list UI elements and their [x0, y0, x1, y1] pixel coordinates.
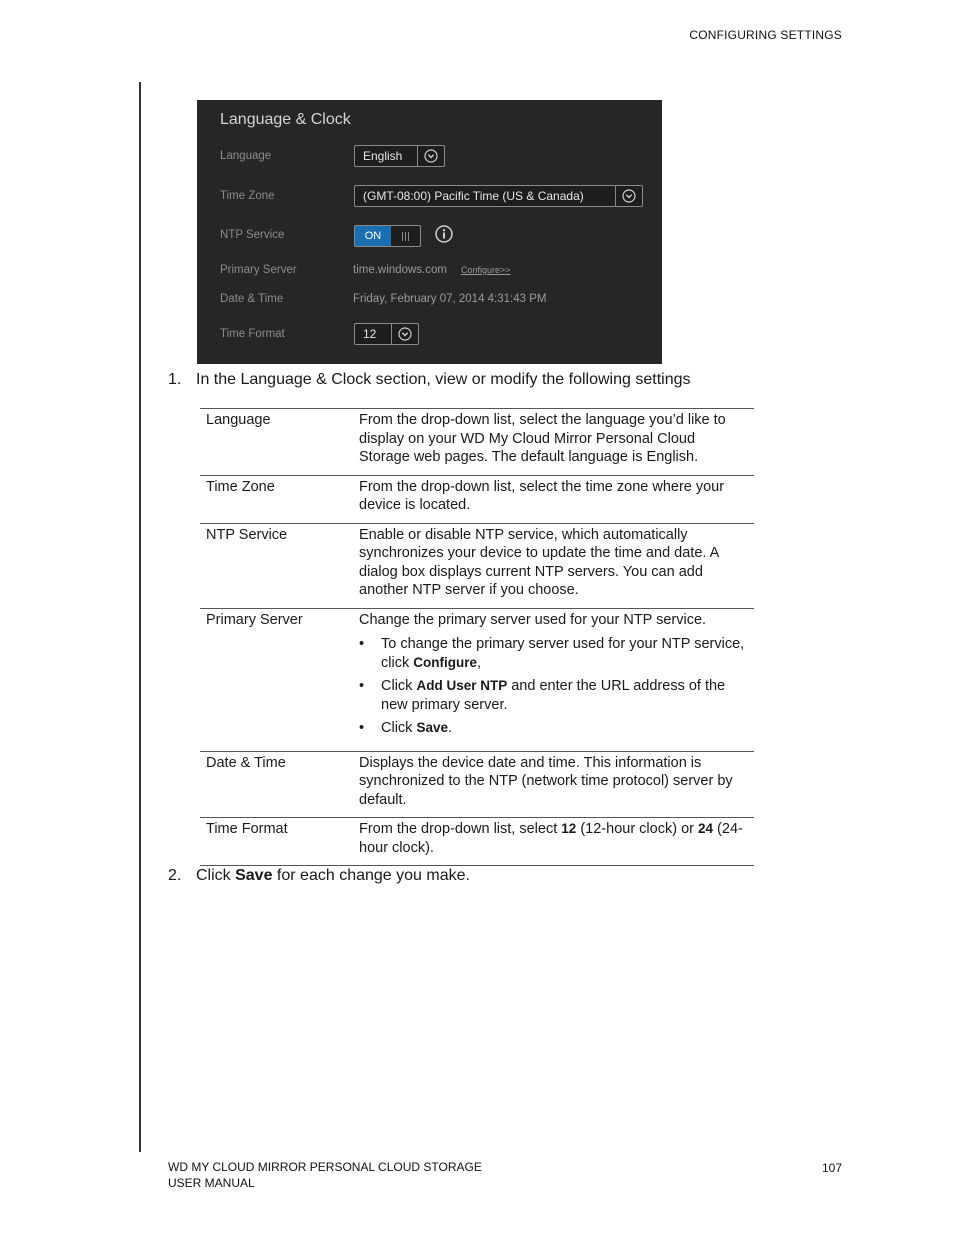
bullet-text: .	[447, 720, 453, 736]
setting-name: Time Format	[200, 818, 353, 866]
bold-term: Save	[235, 867, 273, 884]
setting-description: From the drop-down list, select the language you’d like to display on your WD My Cloud Mirror Personal Cloud Storage web pages. The default language is English.	[353, 409, 754, 476]
chevron-down-icon	[391, 324, 418, 344]
setting-name: NTP Service	[200, 523, 353, 608]
table-row	[200, 751, 754, 818]
table-row	[200, 818, 754, 866]
list-item	[381, 719, 748, 738]
language-label: Language	[220, 150, 272, 162]
timezone-value: (GMT-08:00) Pacific Time (US & Canada)	[363, 189, 584, 203]
bold-term: Save	[416, 720, 448, 735]
primary-server-value: time.windows.com	[353, 264, 447, 276]
configure-link[interactable]: Configure>>	[461, 265, 511, 275]
ntp-toggle-on: ON	[355, 226, 391, 246]
bullet-list	[359, 635, 748, 738]
footer-title	[168, 1159, 482, 1191]
bold-term: Add User NTP	[416, 678, 508, 693]
running-header: CONFIGURING SETTINGS	[689, 28, 842, 42]
table-row	[200, 523, 754, 608]
description-text: (24-hour clock).	[359, 821, 743, 856]
bold-term: 24	[698, 821, 714, 836]
step-number: 2.	[168, 867, 182, 884]
setting-name: Date & Time	[200, 751, 353, 818]
setting-name: Primary Server	[200, 608, 353, 751]
footer-line: WD MY CLOUD MIRROR PERSONAL CLOUD STORAGE	[168, 1160, 482, 1174]
language-dropdown[interactable]	[354, 145, 445, 167]
info-icon[interactable]	[435, 225, 453, 243]
bullet-text: Click	[381, 720, 417, 736]
step-text: In the Language & Clock section, view or modify the following settings	[196, 371, 691, 388]
setting-name: Language	[200, 409, 353, 476]
step-text-part: for each change you make.	[272, 867, 470, 884]
bullet-text: ,	[476, 654, 482, 671]
margin-rule	[139, 82, 141, 1152]
step-text	[196, 867, 470, 885]
chevron-down-icon	[417, 146, 444, 166]
table-row	[200, 409, 754, 476]
timeformat-dropdown[interactable]	[354, 323, 419, 345]
bold-term: Configure	[413, 654, 477, 670]
language-clock-panel	[197, 100, 662, 364]
timeformat-label: Time Format	[220, 328, 285, 340]
setting-name: Time Zone	[200, 475, 353, 523]
bullet-text: To change the primary server used for your NTP service, click	[381, 636, 745, 671]
footer-line: USER MANUAL	[168, 1176, 255, 1190]
settings-table	[200, 408, 754, 866]
chevron-down-icon	[615, 186, 642, 206]
bullet-text: and enter the URL address of the new primary server.	[381, 678, 726, 713]
toggle-grip-icon	[391, 226, 420, 246]
datetime-label: Date & Time	[220, 293, 284, 305]
bullet-text: Click	[381, 678, 417, 694]
bold-term: 12	[561, 821, 577, 836]
setting-description: From the drop-down list, select the time zone where your device is located.	[353, 475, 754, 523]
page-number: 107	[821, 1161, 842, 1175]
table-row	[200, 608, 754, 751]
setting-description: Enable or disable NTP service, which automatically synchronizes your device to update the time and date. A dialog box displays current NTP servers. You can add another NTP server if you choose.	[353, 523, 754, 608]
list-item	[381, 635, 748, 672]
setting-description	[353, 608, 754, 751]
primary-server-label: Primary Server	[220, 264, 297, 276]
setting-description: Displays the device date and time. This information is synchronized to the NTP (network time protocol) server by default.	[353, 751, 754, 818]
timezone-label: Time Zone	[220, 190, 275, 202]
datetime-value: Friday, February 07, 2014 4:31:43 PM	[353, 293, 547, 305]
description-text: From the drop-down list, select	[359, 821, 562, 837]
step-number: 1.	[168, 371, 182, 388]
timeformat-value: 12	[363, 327, 377, 341]
step-text-part: Click	[196, 867, 236, 884]
panel-title: Language & Clock	[220, 111, 351, 128]
language-value: English	[363, 149, 403, 163]
ntp-label: NTP Service	[220, 229, 285, 241]
list-item	[381, 677, 748, 714]
description-text: Change the primary server used for your NTP service.	[359, 611, 707, 628]
ntp-toggle[interactable]	[354, 225, 421, 247]
table-row	[200, 475, 754, 523]
timezone-dropdown[interactable]	[354, 185, 643, 207]
description-text: (12-hour clock) or	[576, 821, 698, 837]
setting-description	[353, 818, 754, 866]
